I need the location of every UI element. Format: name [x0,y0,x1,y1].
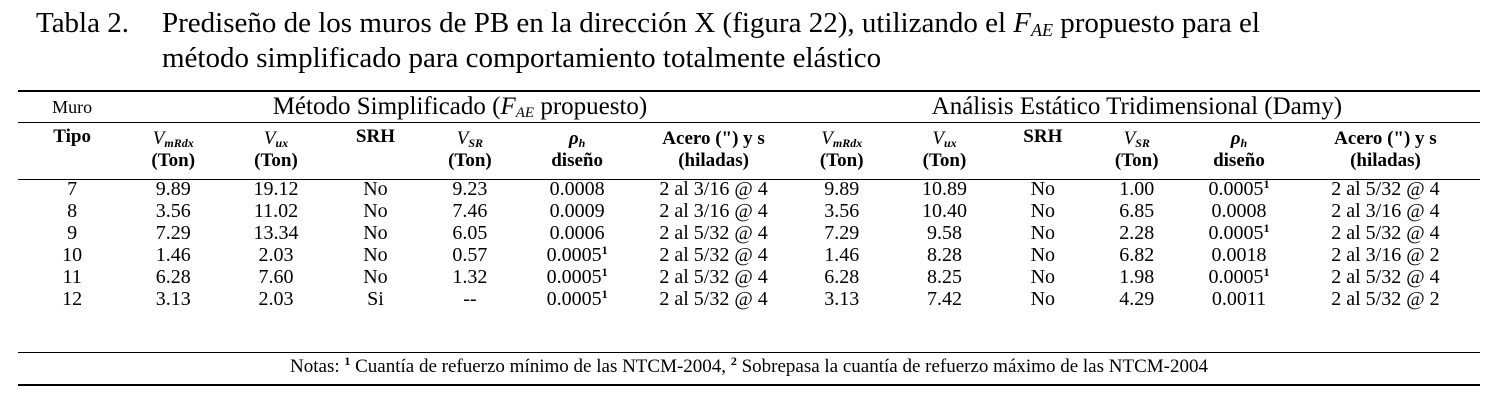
table-row [18,288,1480,310]
col-rho-b: $\rho_h$ diseño [1213,128,1265,171]
cell-a-0: 3.56 [155,200,191,222]
col-vux-b: $V_{ux}$ (Ton) [922,128,967,171]
cell-b-2: No [1030,222,1056,244]
cell-b-3: 1.00 [1119,178,1155,200]
cell-a-1: 2.03 [258,288,294,310]
table-caption [36,6,1260,76]
tipo-header: Tipo [53,126,91,147]
cell-a-1: 7.60 [258,266,294,288]
cell-b-1: 10.40 [921,200,967,222]
cell-b-1: 9.58 [926,222,962,244]
col-vmrdx-b: $V_{mRdx}$ (Ton) [819,128,864,171]
tipo-cell: 11 [62,266,82,288]
cell-a-4: 0.0006 [549,222,605,244]
cell-a-3: 6.05 [452,222,488,244]
col-rho-a: $\rho_h$ diseño [551,128,603,171]
cell-a-1: 13.34 [253,222,299,244]
col-acero-b: Acero (") y s (hiladas) [1334,128,1437,171]
cell-b-1: 7.42 [926,288,962,310]
tipo-cell: 12 [62,288,83,310]
cell-b-3: 6.82 [1119,244,1155,266]
cell-a-6: 2 al 5/32 @ 4 [659,288,768,310]
cell-a-1: 19.12 [253,178,299,200]
cell-b-4: 0.0005$^1$ [1208,221,1270,244]
footnote-mark: 1 [1263,265,1270,279]
cell-a-4: 0.0009 [549,200,605,222]
cell-a-0: 1.46 [155,244,191,266]
cell-b-0: 6.28 [824,266,860,288]
cell-a-4: 0.0008 [549,178,605,200]
cell-b-4: 0.0005$^1$ [1208,177,1270,200]
cell-b-1: 8.28 [926,244,962,266]
footnote-mark: 1 [1263,177,1270,191]
cell-a-6: 2 al 3/16 @ 4 [659,200,768,222]
col-vsr-a: $V_{SR}$ (Ton) [448,128,492,171]
cell-b-4: 0.0011 [1211,288,1267,310]
cell-a-2: No [363,178,388,200]
footnote-mark: 1 [601,243,608,257]
table-row [18,244,1480,266]
cell-b-6: 2 al 5/32 @ 2 [1331,288,1440,310]
cell-b-2: No [1030,266,1056,288]
static-analysis-header: Análisis Estático Tridimensional (Damy) [931,93,1343,120]
caption-line-2: método simplificado para comportamiento totalmente elástico [162,42,882,74]
caption-label: Tabla 2. [36,7,129,39]
cell-b-2: No [1030,200,1056,222]
cell-b-4: 0.0008 [1211,200,1267,222]
cell-b-2: No [1030,288,1056,310]
cell-b-3: 6.85 [1119,200,1155,222]
bottom-rule [18,384,1480,386]
col-srh-b: SRH [1023,126,1063,147]
caption-fae: $F_{AE}$ [1013,7,1053,40]
cell-a-2: No [363,222,388,244]
table-row [18,266,1480,288]
cell-a-6: 2 al 5/32 @ 4 [659,244,768,266]
cell-a-2: No [363,200,388,222]
cell-b-4: 0.0005$^1$ [1208,265,1270,288]
cell-b-2: No [1030,244,1056,266]
cell-a-2: No [363,266,388,288]
footnote-mark: 1 [601,287,608,301]
cell-b-6: 2 al 5/32 @ 4 [1331,178,1440,200]
body-rule [18,352,1480,353]
cell-b-6: 2 al 5/32 @ 4 [1331,222,1440,244]
cell-b-6: 2 al 5/32 @ 4 [1331,266,1440,288]
cell-b-3: 4.29 [1119,288,1155,310]
cell-b-0: 1.46 [824,244,860,266]
caption-line-1 [36,6,1260,41]
cell-a-6: 2 al 5/32 @ 4 [659,266,768,288]
footnote-mark: 1 [601,265,608,279]
group-header-row [18,92,1480,122]
cell-a-3: 0.57 [452,244,488,266]
cell-a-3: 1.32 [452,266,488,288]
table-row [18,222,1480,244]
cell-a-4: 0.0005$^1$ [546,265,608,288]
col-srh-a: SRH [355,126,395,147]
cell-a-1: 11.02 [253,200,299,222]
caption-text-after: propuesto para el [1060,7,1260,39]
col-vsr-b: $V_{SR}$ (Ton) [1114,128,1159,171]
cell-a-6: 2 al 3/16 @ 4 [659,178,768,200]
cell-a-2: Si [367,288,384,310]
cell-a-0: 9.89 [155,178,191,200]
cell-a-3: -- [463,288,477,310]
table-row [18,200,1480,222]
cell-a-0: 7.29 [155,222,191,244]
cell-b-6: 2 al 3/16 @ 4 [1331,200,1440,222]
cell-a-0: 3.13 [155,288,191,310]
col-vux-a: $V_{ux}$ (Ton) [254,128,298,171]
tipo-cell: 7 [67,178,78,200]
cell-a-0: 6.28 [155,266,191,288]
cell-a-4: 0.0005$^1$ [546,287,608,310]
cell-a-3: 9.23 [452,178,488,200]
cell-a-4: 0.0005$^1$ [546,243,608,266]
cell-b-4: 0.0018 [1211,244,1267,266]
column-header-row [18,122,1480,178]
footnote-mark: 1 [1263,221,1270,235]
simplified-method-header: Método Simplificado ($F_{AE}$ propuesto) [272,93,648,121]
table-row [18,178,1480,200]
table-notes: Notas: $^1$ Cuantía de refuerzo mínimo de las NTCM-2004, $^2$ Sobrepasa la cuantía de refuerzo máximo de las NTCM-2004 [290,354,1208,377]
cell-b-6: 2 al 3/16 @ 2 [1331,244,1440,266]
cell-a-1: 2.03 [258,244,294,266]
tipo-cell: 8 [67,200,78,222]
cell-b-3: 2.28 [1119,222,1155,244]
cell-b-0: 3.13 [824,288,860,310]
tipo-cell: 9 [67,222,78,244]
walls-table [18,92,1480,310]
cell-b-1: 10.89 [921,178,967,200]
cell-b-0: 3.56 [824,200,860,222]
cell-b-1: 8.25 [926,266,962,288]
cell-a-6: 2 al 5/32 @ 4 [659,222,768,244]
cell-b-2: No [1030,178,1056,200]
col-acero-a: Acero (") y s (hiladas) [662,128,765,171]
cell-b-3: 1.98 [1119,266,1155,288]
cell-a-3: 7.46 [452,200,488,222]
muro-header: Muro [52,96,93,117]
tipo-cell: 10 [62,244,83,266]
table-body [18,178,1480,310]
cell-a-2: No [363,244,388,266]
cell-b-0: 9.89 [824,178,860,200]
caption-text-before: Prediseño de los muros de PB en la dirección X (figura 22), utilizando el [162,7,1007,39]
col-vmrdx-a: $V_{mRdx}$ (Ton) [151,128,196,171]
cell-b-0: 7.29 [824,222,860,244]
